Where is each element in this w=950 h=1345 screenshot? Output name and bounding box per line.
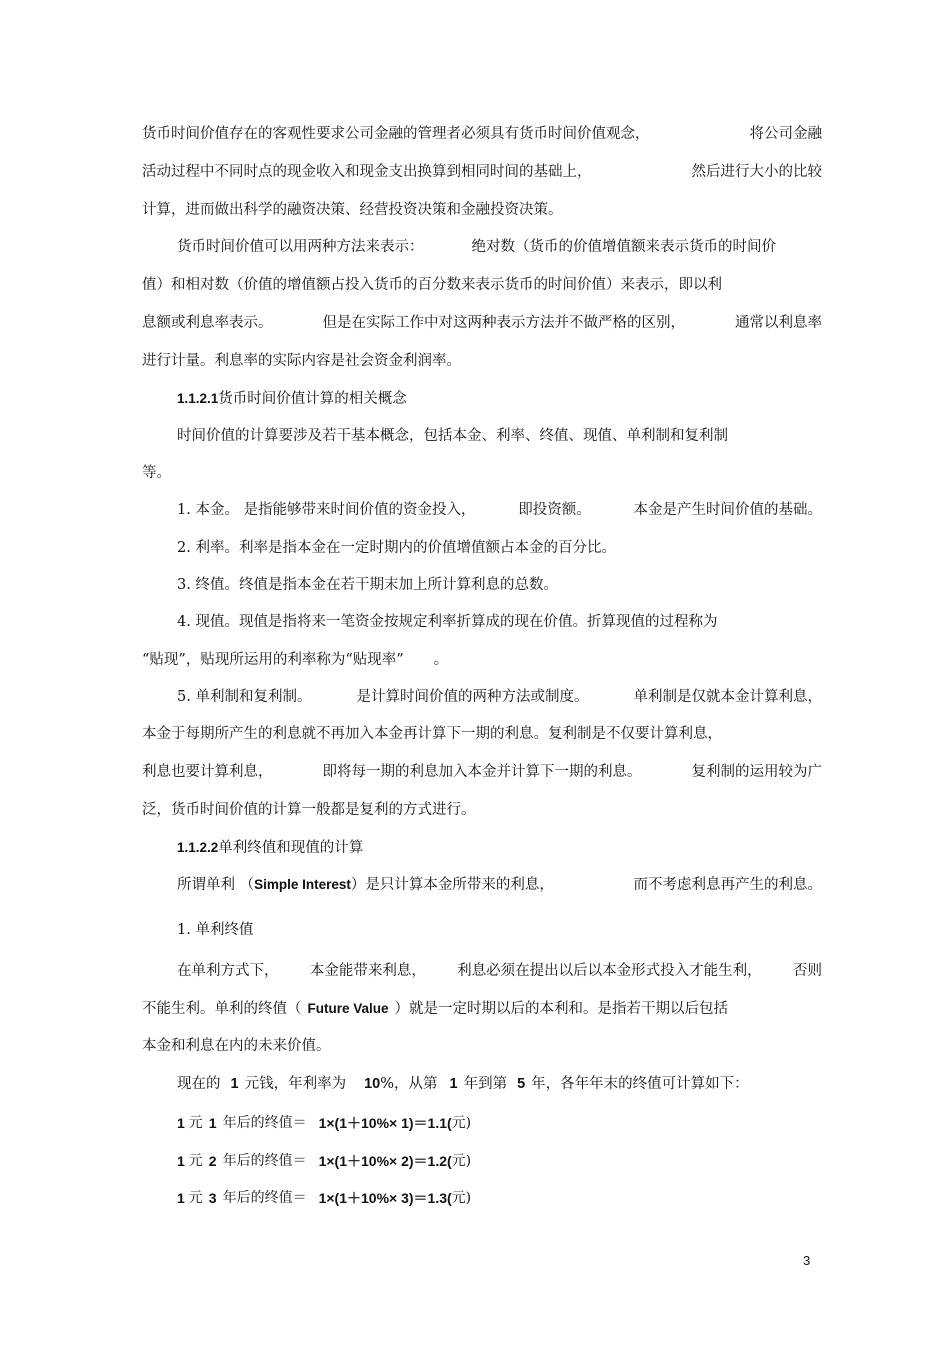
formula-line (177, 1113, 471, 1133)
text: ）是只计算本金所带来的利息， (350, 877, 554, 893)
formula: 1×(1＋10%× 2)＝1.2( (318, 1153, 452, 1169)
english-term: Future Value (307, 1001, 389, 1016)
formula-line (177, 1188, 471, 1208)
text: 泛，货币时间价值的计算一般都是复利的方式进行。 (142, 802, 476, 818)
section-heading (177, 389, 407, 409)
text: 1. 本金。 是指能够带来时间价值的资金投入， (177, 502, 476, 518)
number: 1 (230, 1076, 239, 1092)
text: 元) (451, 1190, 472, 1206)
text: 本金是产生时间价值的基础。 (633, 502, 822, 518)
heading-number: 1.1.2.2 (177, 840, 219, 855)
paragraph-line (142, 762, 822, 782)
text: 5. 单利制和复利制。 (177, 689, 312, 705)
paragraph-line (142, 162, 822, 182)
text: ）就是一定时期以后的本利和。是指若干期以后包括 (394, 1001, 729, 1017)
list-item (177, 500, 822, 520)
text: 在单利方式下， (177, 963, 279, 979)
text: 活动过程中不同时点的现金收入和现金支出换算到相同时间的基础上， (142, 164, 592, 180)
heading-text: 货币时间价值计算的相关概念 (218, 391, 407, 407)
text: 货币时间价值存在的客观性要求公司金融的管理者必须具有货币时间价值观念， (142, 126, 650, 142)
paragraph-line (177, 875, 822, 895)
text: 本金于每期所产生的利息就不再加入本金再计算下一期的利息。复利制是不仅要计算利息， (142, 726, 722, 742)
text: 是计算时间价值的两种方法或制度。 (356, 689, 589, 705)
text: 即将每一期的利息加入本金并计算下一期的利息。 (322, 764, 642, 780)
text: 3. 终值。终值是指本金在若干期末加上所计算利息的总数。 (177, 577, 558, 593)
number: 10 (364, 1076, 381, 1092)
number: 2 (208, 1153, 217, 1169)
text: 值）和相对数（价值的增值额占投入货币的百分数来表示货币的时间价值）来表示，即以利 (142, 277, 722, 293)
formula: 1×(1＋10%× 3)＝1.3( (318, 1190, 452, 1206)
text: 但是在实际工作中对这两种表示方法并不做严格的区别， (322, 315, 685, 331)
text: 元 (188, 1115, 203, 1131)
formula-line (177, 1151, 471, 1171)
text: 复利制的运用较为广 (691, 764, 822, 780)
heading-text: 单利终值和现值的计算 (218, 840, 364, 856)
text: 将公司金融 (749, 126, 822, 142)
list-item (177, 687, 822, 707)
text: 年，各年年末的终值可计算如下： (531, 1076, 749, 1092)
section-heading (177, 838, 363, 858)
list-item (177, 575, 558, 595)
text: 绝对数（货币的价值增值额来表示货币的时间价 (471, 239, 776, 255)
heading-number: 1.1.2.1 (177, 391, 219, 406)
paragraph-line (142, 1036, 822, 1056)
paragraph-line (142, 463, 822, 483)
text: 单利制是仅就本金计算利息， (633, 689, 822, 705)
text: 1. 单利终值 (177, 922, 254, 938)
text: 年后的终值＝ (222, 1153, 307, 1169)
paragraph-line (142, 200, 822, 220)
text: 4. 现值。现值是指将来一笔资金按规定利率折算成的现在价值。折算现值的过程称为 (177, 614, 718, 630)
text: 元) (451, 1153, 472, 1169)
number: 3 (208, 1190, 217, 1206)
text: 现在的 (177, 1076, 221, 1092)
text: 通常以利息率 (735, 315, 822, 331)
number: 1 (177, 1190, 185, 1206)
text: 。 (433, 652, 449, 668)
text: 利息也要计算利息， (142, 764, 273, 780)
number: 5 (517, 1076, 526, 1092)
text: 年后的终值＝ (222, 1115, 307, 1131)
text: 货币时间价值可以用两种方法来表示： (177, 239, 424, 255)
text: 所谓单利 （ (177, 877, 255, 893)
text: 利息必须在提出以后以本金形式投入才能生利， (457, 963, 762, 979)
paragraph-line (142, 313, 822, 333)
text: 等。 (142, 465, 171, 481)
paragraph-line (177, 961, 822, 981)
number: 1 (449, 1076, 458, 1092)
text: 元钱，年利率为 (244, 1076, 347, 1092)
paragraph-line (142, 724, 822, 744)
text: 否则 (792, 963, 822, 979)
text: 时间价值的计算要涉及若干基本概念，包括本金、利率、终值、现值、单利制和复利制 (177, 428, 728, 444)
formula: 1×(1＋10%× 1)＝1.1( (318, 1115, 452, 1131)
paragraph-line (142, 351, 822, 371)
text: 然后进行大小的比较 (691, 164, 822, 180)
text: 本金和利息在内的未来价值。 (142, 1038, 331, 1054)
number: 1 (177, 1115, 185, 1131)
paragraph-line (177, 1074, 749, 1094)
paragraph-line (177, 426, 728, 446)
text: 计算，进而做出科学的融资决策、经营投资决策和金融投资决策。 (142, 202, 563, 218)
page-number: 3 (803, 1253, 811, 1268)
text: 息额或利息率表示。 (142, 315, 273, 331)
text: %，从第 (380, 1076, 438, 1092)
text: “贴现”，贴现所运用的利率称为“贴现率” (142, 652, 404, 668)
list-item (177, 920, 253, 940)
text: 不能生利。单利的终值（ (142, 1001, 302, 1017)
list-item (177, 612, 717, 632)
paragraph-line (142, 800, 822, 820)
text: 年到第 (463, 1076, 508, 1092)
text: 元) (451, 1115, 472, 1131)
text: 元 (188, 1190, 203, 1206)
paragraph-line (142, 999, 728, 1019)
list-item (177, 538, 616, 558)
text: 进行计量。利息率的实际内容是社会资金利润率。 (142, 353, 461, 369)
paragraph-line (142, 650, 448, 670)
number: 1 (208, 1115, 217, 1131)
text-group (177, 875, 554, 895)
english-term: Simple Interest (254, 877, 351, 892)
number: 1 (177, 1153, 185, 1169)
text: 元 (188, 1153, 203, 1169)
text: 而不考虑利息再产生的利息。 (633, 877, 822, 893)
paragraph-line (177, 237, 822, 257)
text: 即投资额。 (518, 502, 591, 518)
text: 年后的终值＝ (222, 1190, 307, 1206)
text: 2. 利率。利率是指本金在一定时期内的价值增值额占本金的百分比。 (177, 540, 616, 556)
paragraph-line (142, 275, 822, 295)
paragraph-line (142, 124, 822, 144)
text: 本金能带来利息， (309, 963, 426, 979)
